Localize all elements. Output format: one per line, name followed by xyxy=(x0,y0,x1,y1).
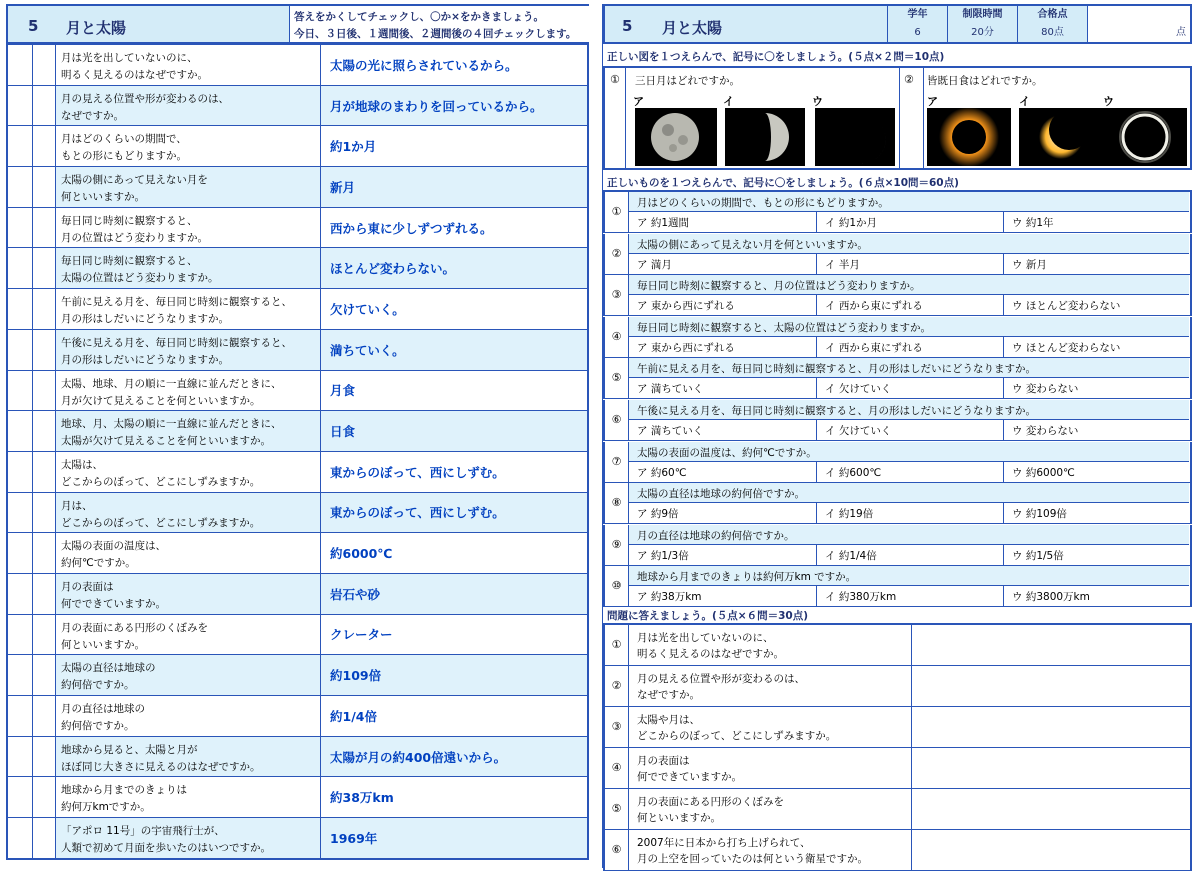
table-row xyxy=(8,44,587,85)
table-row xyxy=(8,492,587,533)
check-box[interactable] xyxy=(8,818,33,858)
check-box[interactable] xyxy=(33,452,56,492)
table-row xyxy=(8,451,587,492)
time-limit-cell: 制限時間 20分 xyxy=(947,6,1017,42)
answer-text: 太陽が月の約400倍遠いから。 xyxy=(330,749,507,765)
check-box[interactable] xyxy=(33,615,56,655)
table-row xyxy=(8,166,587,207)
check-box[interactable] xyxy=(8,126,33,166)
check-box[interactable] xyxy=(33,289,56,329)
answer-text: ほとんど変わらない。 xyxy=(330,261,456,277)
answer-field[interactable] xyxy=(912,830,1190,870)
score-cell[interactable]: 点 xyxy=(1087,6,1190,42)
question-text: 月は光を出していないのに、 明るく見えるのはなぜですか。 xyxy=(629,625,912,665)
section-2-heading: 正しいものを１つえらんで、記号に〇をしましょう。(６点×10問＝60点) xyxy=(607,177,959,189)
mc-question-text: 午後に見える月を、毎日同じ時刻に観察すると、月の形はしだいにどうなりますか。 xyxy=(629,400,1189,420)
question-text: 月の直径は地球の 約何倍ですか。 xyxy=(56,696,321,736)
answer-text: 満ちていく。 xyxy=(330,342,405,358)
short-answer-row: ① 月は光を出していないのに、 明るく見えるのはなぜですか。 xyxy=(603,625,1192,666)
question-text: 毎日同じ時刻に観察すると、 太陽の位置はどう変わりますか。 xyxy=(56,248,321,288)
pass-score-cell: 合格点 80点 xyxy=(1017,6,1087,42)
check-box[interactable] xyxy=(33,411,56,451)
question-text: 「アポロ 11号」の宇宙飛行士が、 人類で初めて月面を歩いたのはいつですか。 xyxy=(56,818,321,858)
answer-text: 東からのぼって、西にしずむ。 xyxy=(330,505,505,521)
option-a[interactable]: ア 約60℃ xyxy=(637,466,687,479)
mc-question-text: 太陽の表面の温度は、約何℃ですか。 xyxy=(629,442,1189,462)
answer-field[interactable] xyxy=(912,707,1190,747)
answer-text: 約6000℃ xyxy=(330,546,393,562)
mc-question-text: 毎日同じ時刻に観察すると、月の位置はどう変わりますか。 xyxy=(629,275,1189,295)
question-text: 月の表面は 何でできていますか。 xyxy=(629,748,912,788)
mc-question: ④ 毎日同じ時刻に観察すると、太陽の位置はどう変わりますか。 ア 東から西にずれる イ 西から東にずれる ウ ほとんど変わらない xyxy=(603,317,1192,358)
option-i[interactable]: イ 約1か月 xyxy=(816,212,1003,232)
check-box[interactable] xyxy=(33,574,56,614)
option-a[interactable]: ア 東から西にずれる xyxy=(637,300,735,313)
table-row xyxy=(8,695,587,736)
check-box[interactable] xyxy=(8,371,33,411)
question-text: 太陽や月は、 どこからのぼって、どこにしずみますか。 xyxy=(629,707,912,747)
check-box[interactable] xyxy=(8,615,33,655)
check-box[interactable] xyxy=(33,655,56,695)
eclipse-photo-u xyxy=(1103,108,1187,166)
answer-text: 東からのぼって、西にしずむ。 xyxy=(330,464,505,480)
option-i[interactable]: イ 約1/4倍 xyxy=(816,545,1003,565)
question-text: 月の見える位置や形が変わるのは、 なぜですか。 xyxy=(56,86,321,126)
choice-u[interactable]: ウ xyxy=(812,95,823,108)
mc-question-text: 午前に見える月を、毎日同じ時刻に観察すると、月の形はしだいにどうなりますか。 xyxy=(629,358,1189,378)
check-box[interactable] xyxy=(33,86,56,126)
option-u[interactable]: ウ 変わらない xyxy=(1003,378,1190,398)
short-answer-row: ⑥ 2007年に日本から打ち上げられて、 月の上空を回っていたのは何という衛星ですか。 xyxy=(603,830,1192,871)
short-answer-row: ⑤ 月の表面にある円形のくぼみを 何といいますか。 xyxy=(603,789,1192,830)
check-box[interactable] xyxy=(8,86,33,126)
table-row xyxy=(8,573,587,614)
option-a[interactable]: ア 約1週間 xyxy=(637,217,690,229)
table-row xyxy=(8,817,587,858)
unit-number: 5 xyxy=(28,17,39,35)
answer-field[interactable] xyxy=(912,625,1190,665)
question-text: 太陽の側にあって見えない月を 何といいますか。 xyxy=(56,167,321,207)
table-row xyxy=(8,247,587,288)
question-text: 月は光を出していないのに、 明るく見えるのはなぜですか。 xyxy=(56,45,321,85)
eclipse-photo-a xyxy=(927,108,1011,166)
check-box[interactable] xyxy=(8,167,33,207)
unit-number: 5 xyxy=(622,17,633,35)
mc-question-text: 月はどのくらいの期間で、もとの形にもどりますか。 xyxy=(629,192,1189,212)
left-worksheet xyxy=(6,4,589,868)
left-header xyxy=(6,4,589,44)
option-a[interactable]: ア 満月 xyxy=(637,258,672,271)
option-i[interactable]: イ 西から東にずれる xyxy=(816,337,1003,357)
option-u[interactable]: ウ 変わらない xyxy=(1003,420,1190,440)
check-box[interactable] xyxy=(33,208,56,248)
check-box[interactable] xyxy=(8,493,33,533)
short-answer-row: ③ 太陽や月は、 どこからのぼって、どこにしずみますか。 xyxy=(603,707,1192,748)
right-header xyxy=(603,4,1192,44)
table-row xyxy=(8,410,587,451)
check-box[interactable] xyxy=(33,493,56,533)
question-text: 月の表面にある円形のくぼみを 何といいますか。 xyxy=(629,789,912,829)
option-a[interactable]: ア 約9倍 xyxy=(637,508,679,521)
multiple-choice-list xyxy=(603,190,1192,604)
check-box[interactable] xyxy=(33,696,56,736)
answer-text: 太陽の光に照らされているから。 xyxy=(330,57,518,73)
question-text: 午前に見える月を、毎日同じ時刻に観察すると、 月の形はしだいにどうなりますか。 xyxy=(56,289,321,329)
eclipse-photo-i xyxy=(1019,108,1103,166)
check-box[interactable] xyxy=(8,737,33,777)
check-box[interactable] xyxy=(33,533,56,573)
mc-question: ⑩ 地球から月までのきょりは約何万km ですか。 ア 約38万km イ 約380万km ウ 約3800万km xyxy=(603,566,1192,607)
option-u[interactable]: ウ 約1年 xyxy=(1003,212,1190,232)
mc-question: ⑥ 午後に見える月を、毎日同じ時刻に観察すると、月の形はしだいにどうなりますか。 ア 満ちていく イ 欠けていく ウ 変わらない xyxy=(603,400,1192,441)
check-box[interactable] xyxy=(8,411,33,451)
table-row xyxy=(8,736,587,777)
check-box[interactable] xyxy=(33,737,56,777)
option-u[interactable]: ウ ほとんど変わらない xyxy=(1003,337,1190,357)
check-box[interactable] xyxy=(8,533,33,573)
crescent-moon-photo xyxy=(815,108,895,166)
check-box[interactable] xyxy=(33,126,56,166)
question-text: 月は、 どこからのぼって、どこにしずみますか。 xyxy=(56,493,321,533)
check-box[interactable] xyxy=(8,289,33,329)
mc-question: ③ 毎日同じ時刻に観察すると、月の位置はどう変わりますか。 ア 東から西にずれる イ 西から東にずれる ウ ほとんど変わらない xyxy=(603,275,1192,316)
question-text: 2007年に日本から打ち上げられて、 月の上空を回っていたのは何という衛星ですか。 xyxy=(629,830,912,870)
mc-question: ⑨ 月の直径は地球の約何倍ですか。 ア 約1/3倍 イ 約1/4倍 ウ 約1/5倍 xyxy=(603,525,1192,566)
question-crescent: 三日月はどれですか。 xyxy=(635,75,740,87)
unit-title: 月と太陽 xyxy=(66,19,127,37)
question-text: 太陽の直径は地球の 約何倍ですか。 xyxy=(56,655,321,695)
option-i[interactable]: イ 約19倍 xyxy=(816,503,1003,523)
check-box[interactable] xyxy=(8,777,33,817)
mc-question: ② 太陽の側にあって見えない月を何といいますか。 ア 満月 イ 半月 ウ 新月 xyxy=(603,234,1192,275)
check-box[interactable] xyxy=(33,45,56,85)
option-u[interactable]: ウ 約1/5倍 xyxy=(1003,545,1190,565)
table-row xyxy=(8,614,587,655)
question-text: 太陽は、 どこからのぼって、どこにしずみますか。 xyxy=(56,452,321,492)
short-answer-row: ④ 月の表面は 何でできていますか。 xyxy=(603,748,1192,789)
check-box[interactable] xyxy=(8,330,33,370)
answer-text: クレーター xyxy=(330,627,393,643)
check-box[interactable] xyxy=(33,777,56,817)
option-a[interactable]: ア 満ちていく xyxy=(637,383,704,396)
section-1-heading: 正しい図を１つえらんで、記号に〇をしましょう。(５点×２問＝10点) xyxy=(607,51,945,63)
instructions: 答えをかくしてチェックし、〇か×をかきましょう。 今日、３日後、１週間後、２週間後の４回チェックします。 xyxy=(289,6,589,42)
question-text: 地球から月までのきょりは 約何万kmですか。 xyxy=(56,777,321,817)
answer-text: 岩石や砂 xyxy=(330,586,381,602)
option-u[interactable]: ウ 約109倍 xyxy=(1003,503,1190,523)
table-row xyxy=(8,288,587,329)
option-i[interactable]: イ 西から東にずれる xyxy=(816,295,1003,315)
answer-text: 月食 xyxy=(330,383,356,399)
table-row xyxy=(8,776,587,817)
answer-field[interactable] xyxy=(912,666,1190,706)
question-total-eclipse: 皆既日食はどれですか。 xyxy=(927,75,1043,87)
option-u[interactable]: ウ 新月 xyxy=(1003,254,1190,274)
option-a[interactable]: ア 約1/3倍 xyxy=(637,549,689,562)
check-box[interactable] xyxy=(33,371,56,411)
answer-text: 日食 xyxy=(330,424,356,440)
choice-a[interactable]: ア xyxy=(633,95,644,108)
option-i[interactable]: イ 約600℃ xyxy=(816,462,1003,482)
mc-question-text: 太陽の直径は地球の約何倍ですか。 xyxy=(629,483,1189,503)
answer-text: 約1/4倍 xyxy=(330,708,377,724)
table-row xyxy=(8,532,587,573)
full-moon-photo xyxy=(635,108,717,166)
question-text: 月の表面にある円形のくぼみを 何といいますか。 xyxy=(56,615,321,655)
option-i[interactable]: イ 欠けていく xyxy=(816,378,1003,398)
choice-u[interactable]: ウ xyxy=(1103,95,1114,108)
question-text: 月はどのくらいの期間で、 もとの形にもどりますか。 xyxy=(56,126,321,166)
question-text: 太陽の表面の温度は、 約何℃ですか。 xyxy=(56,533,321,573)
choice-i[interactable]: イ xyxy=(1019,95,1030,108)
mc-question-text: 月の直径は地球の約何倍ですか。 xyxy=(629,525,1189,545)
question-text: 毎日同じ時刻に観察すると、 月の位置はどう変わりますか。 xyxy=(56,208,321,248)
option-a[interactable]: ア 約38万km xyxy=(637,591,702,604)
answer-field[interactable] xyxy=(912,748,1190,788)
check-box[interactable] xyxy=(8,574,33,614)
table-row xyxy=(8,654,587,695)
table-row xyxy=(8,85,587,126)
answer-text: 月が地球のまわりを回っているから。 xyxy=(330,98,543,114)
choice-i[interactable]: イ xyxy=(723,95,734,108)
table-row xyxy=(8,329,587,370)
answer-text: 約109倍 xyxy=(330,668,382,684)
mc-question-text: 毎日同じ時刻に観察すると、太陽の位置はどう変わりますか。 xyxy=(629,317,1189,337)
option-i[interactable]: イ 約380万km xyxy=(816,586,1003,606)
table-row xyxy=(8,207,587,248)
check-box[interactable] xyxy=(8,452,33,492)
answer-field[interactable] xyxy=(912,789,1190,829)
check-box[interactable] xyxy=(8,45,33,85)
right-test xyxy=(602,4,1191,868)
grade-cell: 学年 6 xyxy=(887,6,947,42)
question-text: 地球から見ると、太陽と月が ほぼ同じ大きさに見えるのはなぜですか。 xyxy=(56,737,321,777)
option-u[interactable]: ウ ほとんど変わらない xyxy=(1003,295,1190,315)
check-box[interactable] xyxy=(33,167,56,207)
short-answer-list xyxy=(603,623,1192,865)
mc-question-text: 地球から月までのきょりは約何万km ですか。 xyxy=(629,566,1189,586)
choice-a[interactable]: ア xyxy=(927,95,938,108)
section-3-heading: 問題に答えましょう。(５点×６問＝30点) xyxy=(607,610,809,622)
short-answer-row: ② 月の見える位置や形が変わるのは、 なぜですか。 xyxy=(603,666,1192,707)
mc-question: ① 月はどのくらいの期間で、もとの形にもどりますか。 ア 約1週間 イ 約1か月 ウ 約1年 xyxy=(603,192,1192,233)
option-u[interactable]: ウ 約6000℃ xyxy=(1003,462,1190,482)
table-row xyxy=(8,125,587,166)
check-box[interactable] xyxy=(8,696,33,736)
option-a[interactable]: ア 満ちていく xyxy=(637,425,704,437)
check-box[interactable] xyxy=(8,208,33,248)
picture-questions: ① 三日月はどれですか。 ② 皆既日食はどれですか。 ア イ ウ ア イ ウ xyxy=(603,66,1192,170)
mc-question-text: 太陽の側にあって見えない月を何といいますか。 xyxy=(629,234,1189,254)
option-u[interactable]: ウ 約3800万km xyxy=(1003,586,1190,606)
option-i[interactable]: イ 半月 xyxy=(816,254,1003,274)
answer-text: 欠けていく。 xyxy=(330,301,405,317)
check-box[interactable] xyxy=(33,248,56,288)
unit-title: 月と太陽 xyxy=(662,19,723,37)
answer-text: 新月 xyxy=(330,179,356,195)
check-box[interactable] xyxy=(8,248,33,288)
question-text: 太陽、地球、月の順に一直線に並んだときに、 月が欠けて見えることを何といいますか。 xyxy=(56,371,321,411)
question-text: 地球、月、太陽の順に一直線に並んだときに、 太陽が欠けて見えることを何といいますか。 xyxy=(56,411,321,451)
option-a[interactable]: ア 東から西にずれる xyxy=(637,341,735,354)
question-text: 月の見える位置や形が変わるのは、 なぜですか。 xyxy=(629,666,912,706)
answer-text: 1969年 xyxy=(330,830,378,846)
answer-text: 西から東に少しずつずれる。 xyxy=(330,220,493,236)
check-box[interactable] xyxy=(8,655,33,695)
flashcard-table xyxy=(6,44,589,860)
mc-question: ⑦ 太陽の表面の温度は、約何℃ですか。 ア 約60℃ イ 約600℃ ウ 約6000℃ xyxy=(603,442,1192,483)
option-i[interactable]: イ 欠けていく xyxy=(816,420,1003,440)
check-box[interactable] xyxy=(33,818,56,858)
answer-text: 約38万km xyxy=(330,790,394,806)
check-box[interactable] xyxy=(33,330,56,370)
half-moon-photo xyxy=(725,108,805,166)
question-text: 午後に見える月を、毎日同じ時刻に観察すると、 月の形はしだいにどうなりますか。 xyxy=(56,330,321,370)
table-row xyxy=(8,370,587,411)
question-text: 月の表面は 何でできていますか。 xyxy=(56,574,321,614)
mc-question: ⑤ 午前に見える月を、毎日同じ時刻に観察すると、月の形はしだいにどうなりますか。 ア 満ちていく イ 欠けていく ウ 変わらない xyxy=(603,358,1192,399)
answer-text: 約1か月 xyxy=(330,139,377,155)
mc-question: ⑧ 太陽の直径は地球の約何倍ですか。 ア 約9倍 イ 約19倍 ウ 約109倍 xyxy=(603,483,1192,524)
